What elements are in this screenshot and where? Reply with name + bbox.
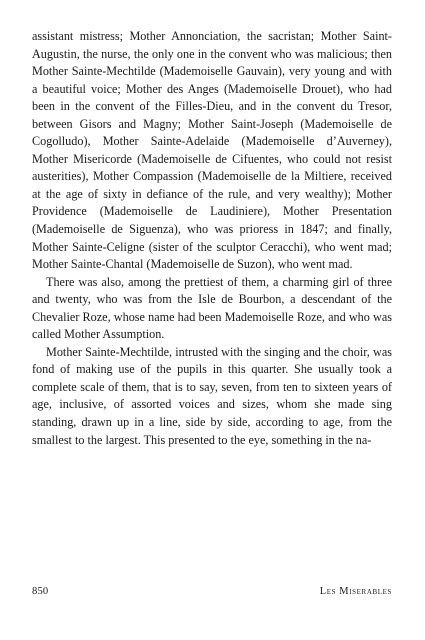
page-footer — [32, 584, 392, 600]
paragraph-3: Mother Sainte-Mechtilde, intrusted with the singing and the choir, was fond of making use of the pupils in this quarter. She usually took a complete scale of them, that is to say, seven, from ten to sixteen years of age, inclusive, of assorted voices and sizes, whom she made sing standing, drawn up in a line, side by side, according to age, from the smallest to the largest. This presented to the eye, something in the na- — [32, 344, 392, 447]
running-title: Les Miserables — [319, 586, 392, 597]
page-number: 850 — [32, 586, 49, 597]
paragraph-2: There was also, among the prettiest of them, a charming girl of three and twenty, who was from the Isle de Bourbon, a descendant of the Chevalier Roze, whose name had been Mademoiselle Roze, and who was called Mother Assumption. — [32, 274, 392, 342]
body-text — [32, 28, 392, 449]
paragraph-1: assistant mistress; Mother Annonciation, the sacristan; Mother Saint-Augustin, the nurse, the only one in the convent who was malicious; then Mother Sainte-Mechtilde (Mademoiselle Gauvain), very young and with a beautiful voice; Mother des Anges (Mademoiselle Drouet), who had been in the convent of the Filles-Dieu, and in the convent du Tresor, between Gisors and Magny; Mother Saint-Joseph (Mademoiselle de Cogolludo), Mother Sainte-Adelaide (Mademoiselle d’Auverney), Mother Misericorde (Mademoiselle de Cifuentes, who could not resist austerities), Mother Compassion (Mademoiselle de la Miltiere, received at the age of sixty in defiance of the rule, and very wealthy); Mother Providence (Mademoiselle de Laudiniere), Mother Presentation (Mademoiselle de Siguenza), who was prioress in 1847; and finally, Mother Sainte-Celigne (sister of the sculptor Ceracchi), who went mad; Mother Sainte-Chantal (Mademoiselle de Suzon), who went mad. — [32, 29, 392, 272]
